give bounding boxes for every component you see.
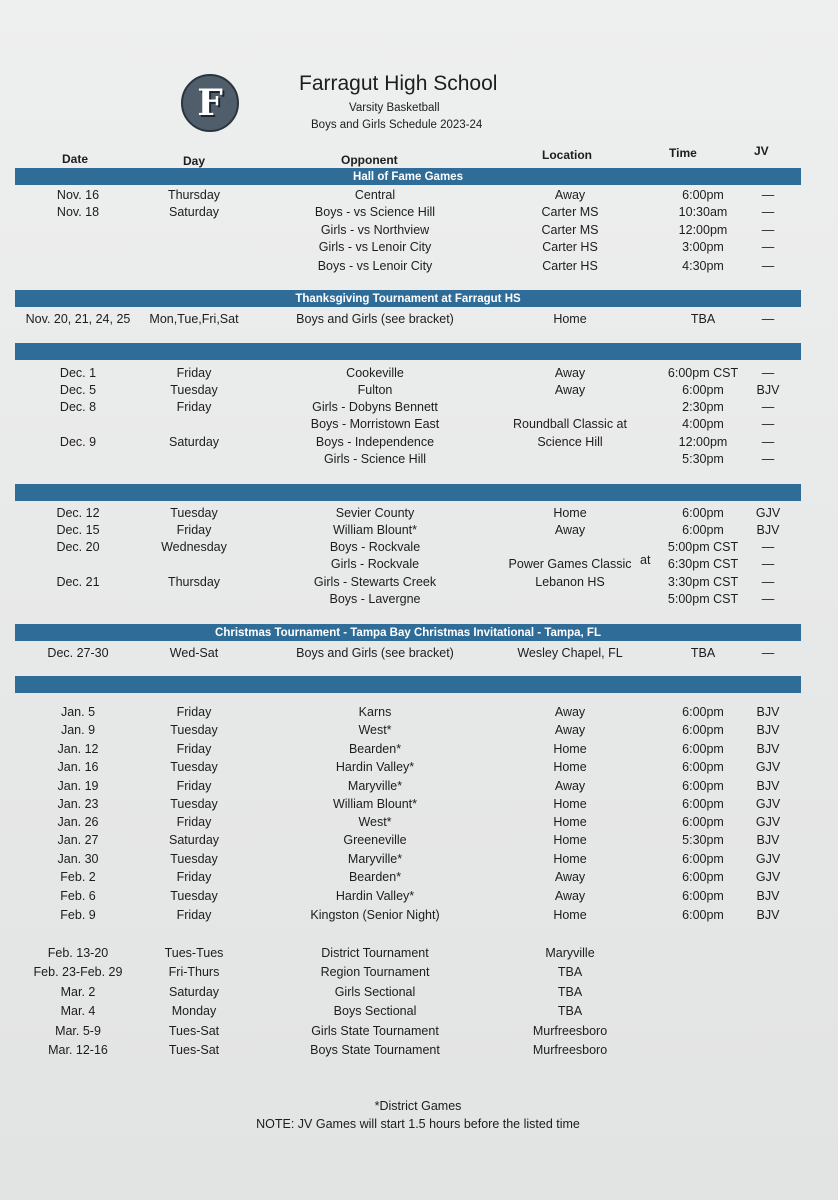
cell-day: Tues-Sat xyxy=(168,1024,220,1038)
cell-location: TBA xyxy=(557,985,583,999)
cell-location: TBA xyxy=(557,965,583,979)
cell-opponent: Central xyxy=(354,188,396,202)
cell-date: Jan. 30 xyxy=(57,852,99,866)
subtitle-sport: Varsity Basketball xyxy=(349,102,440,114)
cell-location: Carter HS xyxy=(542,259,598,273)
cell-time: 6:00pm xyxy=(682,188,724,202)
cell-day: Mon,Tue,Fri,Sat xyxy=(149,312,239,326)
cell-day: Friday xyxy=(176,815,212,829)
cell-day: Friday xyxy=(176,400,212,414)
cell-jv: BJV xyxy=(756,889,780,903)
cell-jv: BJV xyxy=(756,742,780,756)
cell-time: 5:30pm xyxy=(682,452,724,466)
cell-date: Dec. 21 xyxy=(56,575,100,589)
cell-date: Feb. 9 xyxy=(60,908,96,922)
cell-time: 6:00pm xyxy=(682,723,724,737)
cell-opponent: Bearden* xyxy=(348,742,402,756)
cell-jv: — xyxy=(761,540,775,554)
cell-jv: BJV xyxy=(756,833,780,847)
cell-location: Away xyxy=(554,383,586,397)
cell-location: Maryville xyxy=(545,946,595,960)
cell-opponent: Boys - Morristown East xyxy=(310,417,440,431)
cell-location: Roundball Classic at xyxy=(513,417,627,431)
cell-opponent: Bearden* xyxy=(348,870,402,884)
cell-jv: BJV xyxy=(756,779,780,793)
cell-time: 12:00pm xyxy=(678,435,728,449)
section-bar: Christmas Tournament - Tampa Bay Christmas Invitational - Tampa, FL xyxy=(15,624,801,641)
cell-day: Friday xyxy=(176,870,212,884)
cell-jv: GJV xyxy=(755,870,781,884)
cell-location: Home xyxy=(553,852,587,866)
cell-jv: — xyxy=(761,240,775,254)
cell-date: Jan. 19 xyxy=(57,779,99,793)
cell-jv: — xyxy=(761,400,775,414)
cell-day: Tues-Sat xyxy=(168,1043,220,1057)
cell-location: Carter HS xyxy=(542,240,598,254)
cell-time: 6:00pm xyxy=(682,506,724,520)
cell-location: Lebanon HS xyxy=(535,575,605,589)
cell-time: 6:00pm xyxy=(682,870,724,884)
cell-jv: — xyxy=(761,259,775,273)
cell-date: Feb. 23-Feb. 29 xyxy=(33,965,123,979)
cell-opponent: Boys - Rockvale xyxy=(329,540,421,554)
cell-date: Jan. 16 xyxy=(57,760,99,774)
cell-location: Home xyxy=(553,908,587,922)
cell-day: Saturday xyxy=(168,985,220,999)
cell-date: Jan. 27 xyxy=(57,833,99,847)
cell-opponent: Girls - Dobyns Bennett xyxy=(312,400,438,414)
cell-time: 6:30pm CST xyxy=(667,557,739,571)
cell-opponent: Boys - vs Lenoir City xyxy=(317,259,433,273)
cell-date: Mar. 4 xyxy=(60,1004,96,1018)
cell-opponent: Hardin Valley* xyxy=(335,889,415,903)
cell-day: Friday xyxy=(176,742,212,756)
cell-time: 6:00pm CST xyxy=(667,366,739,380)
header-day: Day xyxy=(183,154,206,168)
cell-location: Murfreesboro xyxy=(532,1024,608,1038)
cell-opponent: Girls State Tournament xyxy=(311,1024,439,1038)
cell-opponent: Boys - Independence xyxy=(315,435,435,449)
cell-day: Friday xyxy=(176,705,212,719)
cell-opponent: Cookeville xyxy=(346,366,404,380)
cell-day: Friday xyxy=(176,366,212,380)
cell-opponent: Greeneville xyxy=(343,833,407,847)
cell-location: Away xyxy=(554,705,586,719)
cell-opponent: Boys - vs Science Hill xyxy=(314,205,436,219)
cell-time: 6:00pm xyxy=(682,705,724,719)
cell-day: Thursday xyxy=(167,575,221,589)
cell-jv: — xyxy=(761,417,775,431)
cell-jv: — xyxy=(761,557,775,571)
cell-time: TBA xyxy=(690,312,716,326)
cell-opponent: Maryville* xyxy=(347,779,403,793)
cell-jv: BJV xyxy=(756,723,780,737)
header-time: Time xyxy=(669,146,697,160)
school-logo xyxy=(181,74,239,132)
cell-time: 5:00pm CST xyxy=(667,540,739,554)
cell-day: Wed-Sat xyxy=(169,646,219,660)
cell-jv: — xyxy=(761,312,775,326)
cell-location: Away xyxy=(554,366,586,380)
cell-day: Friday xyxy=(176,523,212,537)
cell-date: Mar. 12-16 xyxy=(48,1043,108,1057)
header-location: Location xyxy=(542,148,592,162)
cell-date: Dec. 20 xyxy=(56,540,100,554)
cell-date: Dec. 9 xyxy=(59,435,97,449)
cell-jv: GJV xyxy=(755,760,781,774)
cell-location: Home xyxy=(553,506,587,520)
cell-opponent: Girls - Rockvale xyxy=(330,557,420,571)
cell-jv: — xyxy=(761,435,775,449)
jv-note: NOTE: JV Games will start 1.5 hours before the listed time xyxy=(256,1117,580,1131)
cell-jv: GJV xyxy=(755,506,781,520)
cell-opponent: Maryville* xyxy=(347,852,403,866)
cell-day: Saturday xyxy=(168,205,220,219)
cell-date: Dec. 27-30 xyxy=(47,646,109,660)
cell-date: Jan. 5 xyxy=(60,705,96,719)
cell-jv: — xyxy=(761,223,775,237)
cell-opponent: Girls - vs Lenoir City xyxy=(318,240,432,254)
cell-date: Dec. 5 xyxy=(59,383,97,397)
at-word: at xyxy=(640,553,651,567)
cell-date: Jan. 9 xyxy=(60,723,96,737)
cell-day: Tuesday xyxy=(170,852,218,866)
cell-date: Dec. 1 xyxy=(59,366,97,380)
cell-time: 4:30pm xyxy=(682,259,724,273)
cell-time: 6:00pm xyxy=(682,815,724,829)
cell-opponent: Boys Sectional xyxy=(333,1004,417,1018)
cell-day: Tues-Tues xyxy=(164,946,224,960)
cell-opponent: Boys - Lavergne xyxy=(329,592,421,606)
cell-opponent: West* xyxy=(358,815,392,829)
cell-date: Jan. 23 xyxy=(57,797,99,811)
cell-opponent: Sevier County xyxy=(335,506,415,520)
cell-day: Tuesday xyxy=(170,797,218,811)
header-jv: JV xyxy=(754,144,769,158)
cell-opponent: West* xyxy=(358,723,392,737)
cell-day: Tuesday xyxy=(170,506,218,520)
cell-opponent: Karns xyxy=(358,705,392,719)
cell-time: 6:00pm xyxy=(682,760,724,774)
cell-location: Home xyxy=(553,760,587,774)
cell-jv: BJV xyxy=(756,523,780,537)
cell-time: 4:00pm xyxy=(682,417,724,431)
cell-location: Away xyxy=(554,870,586,884)
cell-location: Carter MS xyxy=(541,223,599,237)
section-bar xyxy=(15,676,801,693)
cell-time: 6:00pm xyxy=(682,797,724,811)
cell-jv: GJV xyxy=(755,852,781,866)
cell-time: 2:30pm xyxy=(682,400,724,414)
cell-time: TBA xyxy=(690,646,716,660)
cell-day: Saturday xyxy=(168,833,220,847)
cell-opponent: Girls Sectional xyxy=(334,985,416,999)
cell-location: Carter MS xyxy=(541,205,599,219)
cell-date: Mar. 2 xyxy=(60,985,96,999)
cell-location: Power Games Classic xyxy=(508,557,632,571)
cell-date: Feb. 2 xyxy=(60,870,96,884)
cell-opponent: Fulton xyxy=(357,383,393,397)
cell-day: Thursday xyxy=(167,188,221,202)
cell-time: 6:00pm xyxy=(682,908,724,922)
cell-opponent: Region Tournament xyxy=(320,965,430,979)
cell-opponent: Kingston (Senior Night) xyxy=(310,908,440,922)
cell-time: 3:00pm xyxy=(682,240,724,254)
cell-jv: GJV xyxy=(755,815,781,829)
cell-opponent: Boys and Girls (see bracket) xyxy=(296,312,454,326)
cell-location: Home xyxy=(553,312,587,326)
cell-opponent: William Blount* xyxy=(332,523,418,537)
cell-jv: GJV xyxy=(755,797,781,811)
cell-location: Away xyxy=(554,723,586,737)
cell-date: Mar. 5-9 xyxy=(55,1024,101,1038)
cell-day: Tuesday xyxy=(170,760,218,774)
cell-location: Home xyxy=(553,815,587,829)
cell-day: Tuesday xyxy=(170,889,218,903)
cell-location: Home xyxy=(553,797,587,811)
cell-day: Monday xyxy=(171,1004,217,1018)
cell-location: Away xyxy=(554,889,586,903)
section-bar xyxy=(15,484,801,501)
cell-day: Tuesday xyxy=(170,723,218,737)
cell-time: 5:00pm CST xyxy=(667,592,739,606)
cell-jv: — xyxy=(761,452,775,466)
cell-opponent: Girls - vs Northview xyxy=(320,223,430,237)
cell-jv: BJV xyxy=(756,705,780,719)
cell-location: Away xyxy=(554,188,586,202)
cell-location: Science Hill xyxy=(537,435,603,449)
header-opponent: Opponent xyxy=(341,153,398,167)
cell-time: 3:30pm CST xyxy=(667,575,739,589)
cell-day: Friday xyxy=(176,908,212,922)
cell-date: Nov. 18 xyxy=(56,205,100,219)
cell-jv: — xyxy=(761,188,775,202)
cell-opponent: William Blount* xyxy=(332,797,418,811)
cell-date: Nov. 16 xyxy=(56,188,100,202)
cell-time: 6:00pm xyxy=(682,742,724,756)
cell-date: Jan. 12 xyxy=(57,742,99,756)
subtitle-season: Boys and Girls Schedule 2023-24 xyxy=(311,119,483,131)
cell-time: 5:30pm xyxy=(682,833,724,847)
section-bar: Thanksgiving Tournament at Farragut HS xyxy=(15,290,801,307)
cell-jv: BJV xyxy=(756,383,780,397)
cell-opponent: Girls - Science Hill xyxy=(323,452,427,466)
cell-jv: — xyxy=(761,366,775,380)
school-title: Farragut High School xyxy=(299,72,498,95)
cell-time: 6:00pm xyxy=(682,383,724,397)
cell-day: Tuesday xyxy=(170,383,218,397)
cell-jv: — xyxy=(761,592,775,606)
cell-date: Nov. 20, 21, 24, 25 xyxy=(25,312,131,326)
section-bar xyxy=(15,343,801,360)
cell-jv: — xyxy=(761,575,775,589)
header-date: Date xyxy=(62,152,89,166)
cell-day: Fri-Thurs xyxy=(168,965,220,979)
cell-location: Away xyxy=(554,523,586,537)
cell-opponent: Hardin Valley* xyxy=(335,760,415,774)
cell-date: Dec. 12 xyxy=(56,506,100,520)
cell-date: Feb. 13-20 xyxy=(47,946,109,960)
logo-letter: F xyxy=(197,82,223,124)
cell-opponent: Girls - Stewarts Creek xyxy=(313,575,437,589)
cell-time: 6:00pm xyxy=(682,889,724,903)
cell-date: Jan. 26 xyxy=(57,815,99,829)
section-bar: Hall of Fame Games xyxy=(15,168,801,185)
cell-jv: — xyxy=(761,205,775,219)
cell-time: 10:30am xyxy=(678,205,728,219)
cell-time: 6:00pm xyxy=(682,779,724,793)
cell-opponent: Boys and Girls (see bracket) xyxy=(296,646,454,660)
footnote: *District Games xyxy=(374,1099,462,1113)
cell-time: 6:00pm xyxy=(682,852,724,866)
cell-date: Dec. 15 xyxy=(56,523,100,537)
cell-date: Feb. 6 xyxy=(60,889,96,903)
cell-time: 12:00pm xyxy=(678,223,728,237)
cell-location: TBA xyxy=(557,1004,583,1018)
cell-time: 6:00pm xyxy=(682,523,724,537)
cell-location: Home xyxy=(553,833,587,847)
cell-day: Friday xyxy=(176,779,212,793)
cell-location: Wesley Chapel, FL xyxy=(517,646,623,660)
cell-opponent: Boys State Tournament xyxy=(310,1043,440,1057)
cell-day: Wednesday xyxy=(161,540,227,554)
cell-location: Home xyxy=(553,742,587,756)
cell-jv: — xyxy=(761,646,775,660)
cell-jv: BJV xyxy=(756,908,780,922)
cell-location: Murfreesboro xyxy=(532,1043,608,1057)
cell-date: Dec. 8 xyxy=(59,400,97,414)
cell-opponent: District Tournament xyxy=(321,946,429,960)
cell-day: Saturday xyxy=(168,435,220,449)
cell-location: Away xyxy=(554,779,586,793)
